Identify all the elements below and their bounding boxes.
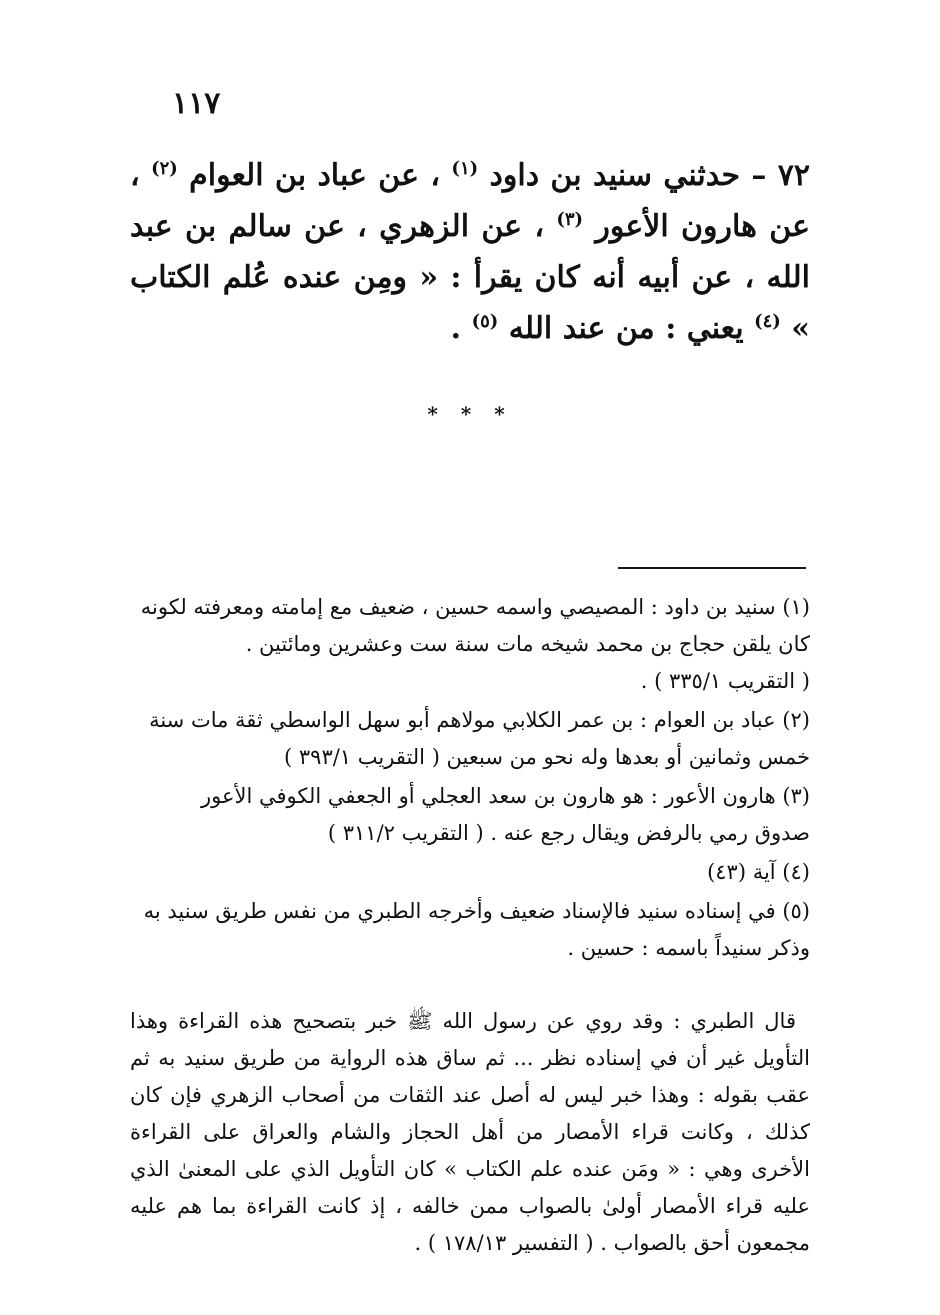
hadith-segment: ، عن عباد بن العوام bbox=[189, 158, 441, 193]
hadith-segment: ٧٢ – حدثني سنيد بن داود bbox=[489, 158, 811, 193]
footnote-ref: (٢) bbox=[151, 158, 178, 179]
page-number: ١١٧ bbox=[172, 86, 221, 121]
hadith-segment: يعني : من عند bbox=[562, 311, 744, 346]
hadith-segment: . bbox=[450, 311, 462, 346]
footnote-line: (٢) عباد بن العوام : بن عمر الكلابي مولاهم أبو سهل الواسطي ثقة مات سنة bbox=[149, 708, 810, 732]
hadith-segment: الله bbox=[508, 311, 553, 346]
footnote-line: (٤) آية (٤٣) bbox=[707, 860, 810, 884]
footnote-ref: (٣) bbox=[556, 209, 584, 230]
tabari-commentary bbox=[130, 1003, 810, 1262]
footnote-5 bbox=[130, 893, 810, 967]
hadith-segment: ، عن الزهري ، عن سالم بن عبد الله ، عن أبيه bbox=[130, 209, 810, 295]
footnote-ref: (١) bbox=[451, 158, 479, 179]
footnote-line: (١) سنيد بن داود : المصيصي واسمه حسين ، ضعيف مع إمامته ومعرفته لكونه bbox=[140, 595, 810, 619]
hadith-text bbox=[130, 150, 810, 354]
hadith-segment: عن هارون الأعور bbox=[595, 209, 810, 244]
hadith-line-1 bbox=[130, 150, 810, 354]
hadith-segment: أنه كان يقرأ : « ومِن عنده عُلم الكتاب » bbox=[130, 260, 810, 346]
commentary-paragraph: قال الطبري : وقد روي عن رسول الله ﷺ خبر بتصحيح هذه القراءة وهذا التأويل غير أن في إسناده نظر ... ثم ساق هذه الرواية من طريق سنيد به ثم عقب بقوله : وهذا خبر ليس له أصل عند الثقات من أصحاب الزهري فإن كان كذلك ، وكانت قراء الأمصار من أهل الحجاز والشام والعراق على القراءة الأخرى وهي : « ومَن عنده علم الكتاب » كان التأويل الذي على المعنىٰ الذي عليه قراء الأمصار أولىٰ بالصواب ممن خالفه ، إذ كانت القراءة بما هم عليه مجمعون أحق بالصواب . ( التفسير ١٧٨/١٣ ) . bbox=[130, 1009, 810, 1255]
footnote-3 bbox=[130, 778, 810, 852]
footnote-ref: (٥) bbox=[471, 311, 499, 332]
footnote-line: (٣) هارون الأعور : هو هارون بن سعد العجلي أو الجعفي الكوفي الأعور bbox=[201, 784, 810, 808]
footnote-4 bbox=[130, 854, 810, 891]
footnote-2 bbox=[130, 702, 810, 776]
footnote-line: صدوق رمي بالرفض ويقال رجع عنه . ( التقريب ٣١١/٢ ) bbox=[327, 821, 810, 845]
footnote-ref: (٤) bbox=[754, 311, 781, 332]
section-separator: * * * bbox=[427, 402, 513, 426]
footnote-divider bbox=[618, 567, 806, 569]
footnotes bbox=[130, 589, 810, 969]
footnote-line: كان يلقن حجاج بن محمد شيخه مات سنة ست وعشرين ومائتين . bbox=[245, 632, 810, 656]
footnote-line: (٥) في إسناده سنيد فالإسناد ضعيف وأخرجه الطبري من نفس طريق سنيد به bbox=[143, 899, 810, 923]
footnote-line: ( التقريب ٣٣٥/١ ) . bbox=[640, 669, 810, 693]
footnote-line: وذكر سنيداً باسمه : حسين . bbox=[567, 936, 810, 960]
footnote-1 bbox=[130, 589, 810, 700]
hadith-segment: ، bbox=[130, 158, 140, 193]
footnote-line: خمس وثمانين أو بعدها وله نحو من سبعين ( التقريب ٣٩٣/١ ) bbox=[284, 745, 810, 769]
